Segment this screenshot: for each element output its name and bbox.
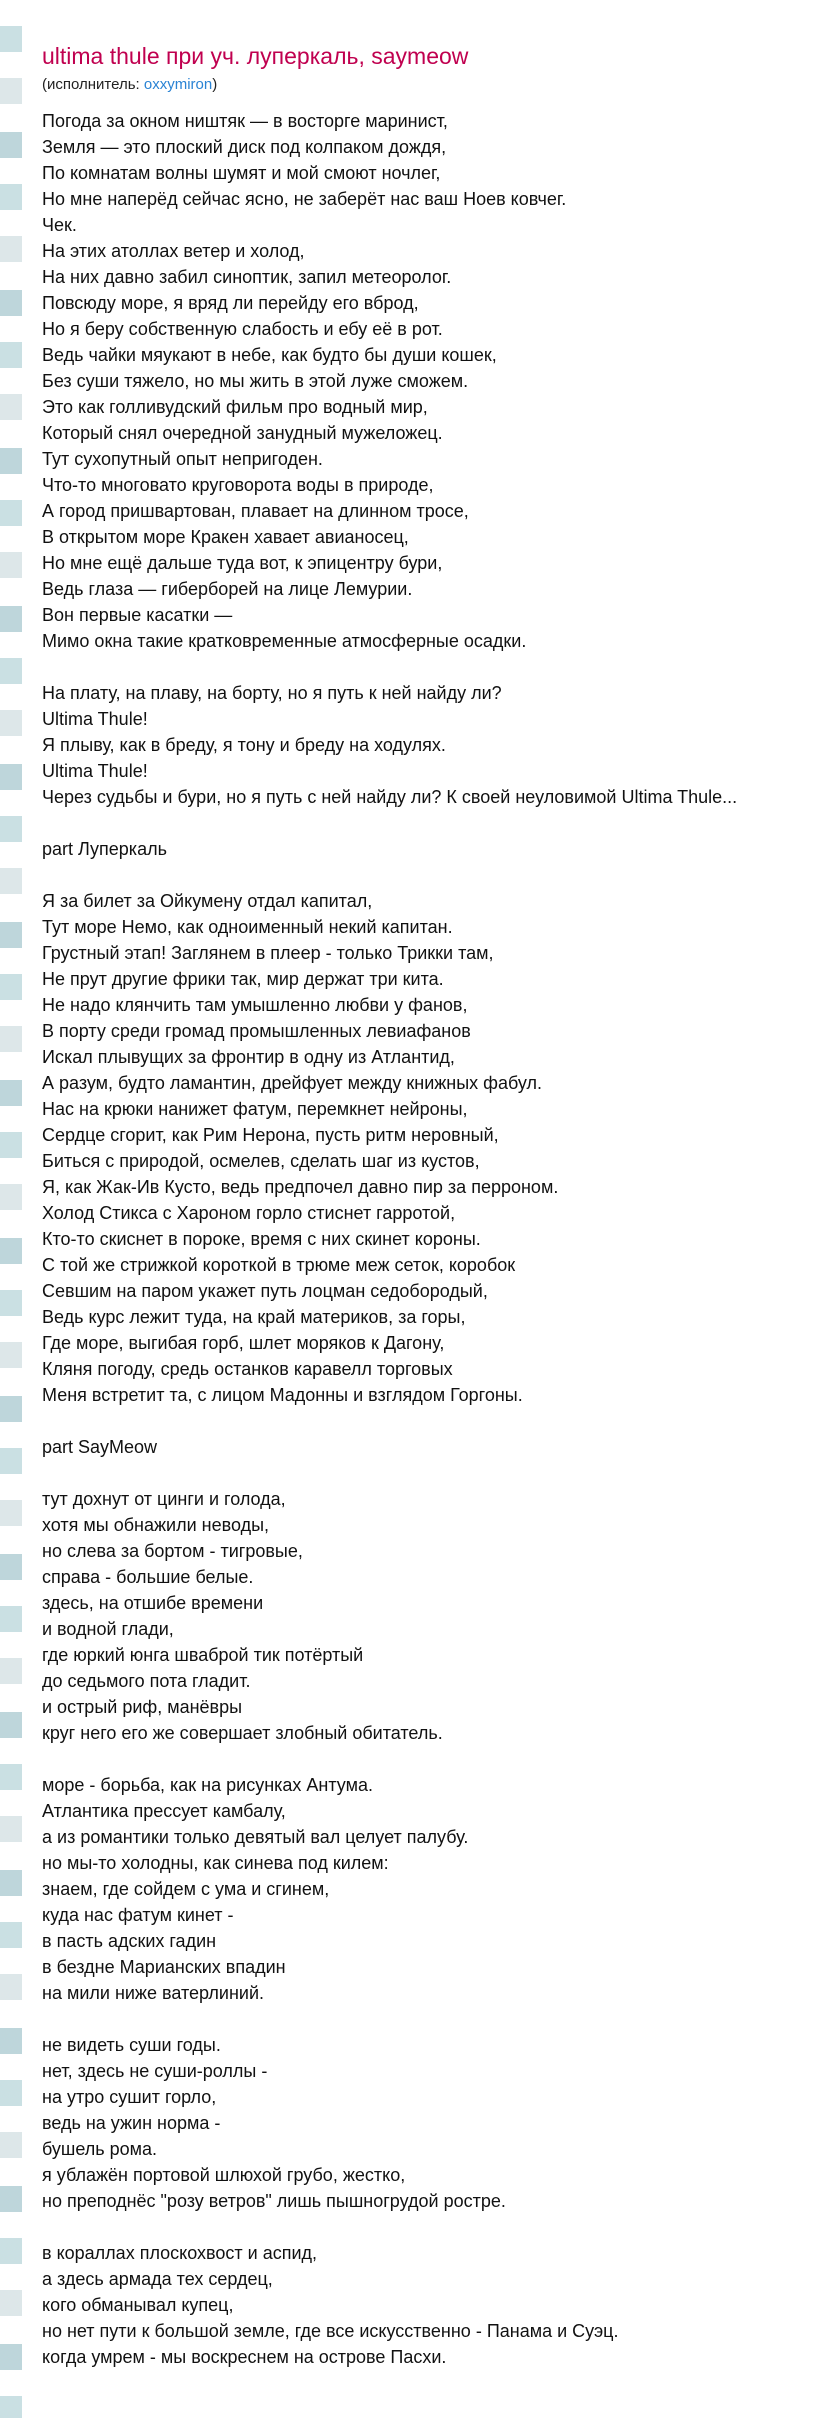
lyrics-line: в кораллах плоскохвост и аспид, xyxy=(42,2243,318,2263)
lyrics-line: Не надо клянчить там умышленно любви у фанов, xyxy=(42,995,468,1015)
lyrics-line: Ultima Thule! xyxy=(42,709,148,729)
lyrics-line: круг него его же совершает злобный обитатель. xyxy=(42,1723,443,1743)
lyrics-line: part Луперкаль xyxy=(42,839,167,859)
lyrics-line: Это как голливудский фильм про водный мир, xyxy=(42,397,428,417)
lyrics-line: А разум, будто ламантин, дрейфует между книжных фабул. xyxy=(42,1073,543,1093)
lyrics-line: Земля — это плоский диск под колпаком дождя, xyxy=(42,137,447,157)
lyrics-line: в пасть адских гадин xyxy=(42,1931,217,1951)
lyrics-line: Но мне ещё дальше туда вот, к эпицентру бури, xyxy=(42,553,443,573)
lyrics-line: Я за билет за Ойкумену отдал капитал, xyxy=(42,891,373,911)
lyrics-blank-line xyxy=(42,1460,802,1486)
lyrics-line: но нет пути к большой земле, где все искусственно - Панама и Суэц. xyxy=(42,2321,619,2341)
lyrics-line: Ведь чайки мяукают в небе, как будто бы души кошек, xyxy=(42,345,497,365)
lyrics-line: В порту среди громад промышленных левиафанов xyxy=(42,1021,471,1041)
lyrics-line: Холод Стикса с Хароном горло стиснет гарротой, xyxy=(42,1203,456,1223)
lyrics-line: знаем, где сойдем с ума и сгинем, xyxy=(42,1879,330,1899)
lyrics-line: а здесь армада тех сердец, xyxy=(42,2269,273,2289)
lyrics-line: но слева за бортом - тигровые, xyxy=(42,1541,303,1561)
lyrics-line: Нас на крюки нанижет фатум, перемкнет нейроны, xyxy=(42,1099,468,1119)
lyrics-line: на утро сушит горло, xyxy=(42,2087,217,2107)
lyrics-line: На плату, на плаву, на борту, но я путь к ней найду ли? xyxy=(42,683,502,703)
lyrics-line: Но мне наперёд сейчас ясно, не заберёт нас ваш Ноев ковчег. xyxy=(42,189,567,209)
lyrics-line: Вон первые касатки — xyxy=(42,605,233,625)
lyrics-line: когда умрем - мы воскреснем на острове Пасхи. xyxy=(42,2347,447,2367)
lyrics-line: кого обманывал купец, xyxy=(42,2295,234,2315)
lyrics-line: Кляня погоду, средь останков каравелл торговых xyxy=(42,1359,453,1379)
lyrics-line: В открытом море Кракен хавает авианосец, xyxy=(42,527,409,547)
lyrics-line: По комнатам волны шумят и мой смоют ночлег, xyxy=(42,163,441,183)
lyrics-blank-line xyxy=(42,810,802,836)
lyrics-line: Грустный этап! Заглянем в плеер - только Трикки там, xyxy=(42,943,494,963)
lyrics-line: Ведь курс лежит туда, на край материков, за горы, xyxy=(42,1307,466,1327)
lyrics-line: Меня встретит та, с лицом Мадонны и взглядом Горгоны. xyxy=(42,1385,523,1405)
lyrics-line: хотя мы обнажили неводы, xyxy=(42,1515,270,1535)
lyrics-line: Ultima Thule! xyxy=(42,761,148,781)
lyrics-line: Через судьбы и бури, но я путь с ней найду ли? К своей неуловимой Ultima Thule... xyxy=(42,787,738,807)
lyrics-line: ведь на ужин норма - xyxy=(42,2113,221,2133)
lyrics-blank-line xyxy=(42,862,802,888)
lyrics-line: но мы-то холодны, как синева под килем: xyxy=(42,1853,389,1873)
lyrics-line: Искал плывущих за фронтир в одну из Атлантид, xyxy=(42,1047,455,1067)
lyrics-line: на мили ниже ватерлиний. xyxy=(42,1983,265,2003)
lyrics-blank-line xyxy=(42,1408,802,1434)
lyrics-line: не видеть суши годы. xyxy=(42,2035,221,2055)
lyrics-line: тут дохнут от цинги и голода, xyxy=(42,1489,286,1509)
lyrics-line: part SayMeow xyxy=(42,1437,158,1457)
lyrics-line: нет, здесь не суши-роллы - xyxy=(42,2061,268,2081)
lyrics-line: до седьмого пота гладит. xyxy=(42,1671,251,1691)
lyrics-line: Ведь глаза — гиберборей на лице Лемурии. xyxy=(42,579,413,599)
lyrics-line: а из романтики только девятый вал целует палубу. xyxy=(42,1827,469,1847)
lyrics-line: Я, как Жак-Ив Кусто, ведь предпочел давно пир за перроном. xyxy=(42,1177,559,1197)
lyrics-line: Не прут другие фрики так, мир держат три кита. xyxy=(42,969,444,989)
lyrics-line: где юркий юнга шваброй тик потёртый xyxy=(42,1645,364,1665)
lyrics-line: Я плыву, как в бреду, я тону и бреду на ходулях. xyxy=(42,735,446,755)
performer-suffix: ) xyxy=(212,76,218,93)
lyrics-line: Мимо окна такие кратковременные атмосферные осадки. xyxy=(42,631,527,651)
lyrics-blank-line xyxy=(42,654,802,680)
lyrics-blank-line xyxy=(42,2006,802,2032)
lyrics-line: море - борьба, как на рисунках Антума. xyxy=(42,1775,373,1795)
performer-prefix: (исполнитель: xyxy=(42,76,144,93)
lyrics-line: но преподнёс "розу ветров" лишь пышногрудой ростре. xyxy=(42,2191,506,2211)
lyrics-line: С той же стрижкой короткой в трюме меж сеток, коробок xyxy=(42,1255,516,1275)
lyrics-line: куда нас фатум кинет - xyxy=(42,1905,234,1925)
lyrics-line: На этих атоллах ветер и холод, xyxy=(42,241,305,261)
lyrics-line: Чек. xyxy=(42,215,77,235)
lyrics-line: и острый риф, манёвры xyxy=(42,1697,243,1717)
lyrics-line: Тут сухопутный опыт непригоден. xyxy=(42,449,323,469)
lyrics-line: А город пришвартован, плавает на длинном тросе, xyxy=(42,501,469,521)
lyrics-line: Севшим на паром укажет путь лоцман седобородый, xyxy=(42,1281,488,1301)
lyrics-line: Биться с природой, осмелев, сделать шаг из кустов, xyxy=(42,1151,480,1171)
performer-line xyxy=(42,76,802,94)
lyrics-blank-line xyxy=(42,1746,802,1772)
lyrics-line: Погода за окном ништяк — в восторге маринист, xyxy=(42,111,448,131)
lyrics-line: Сердце сгорит, как Рим Нерона, пусть ритм неровный, xyxy=(42,1125,499,1145)
lyrics-line: Кто-то скиснет в пороке, время с них скинет короны. xyxy=(42,1229,481,1249)
lyrics-line: здесь, на отшибе времени xyxy=(42,1593,264,1613)
lyrics-line: Но я беру собственную слабость и ебу её в рот. xyxy=(42,319,443,339)
lyrics-line: Который снял очередной занудный мужеложец. xyxy=(42,423,443,443)
lyrics-line: На них давно забил синоптик, запил метеоролог. xyxy=(42,267,452,287)
lyrics-line: в бездне Марианских впадин xyxy=(42,1957,286,1977)
song-title: ultima thule при уч. луперкаль, saymeow xyxy=(42,43,469,69)
performer-link[interactable]: oxxymiron xyxy=(143,76,213,93)
lyrics-blank-line xyxy=(42,2214,802,2240)
lyrics-line: Без суши тяжело, но мы жить в этой луже сможем. xyxy=(42,371,469,391)
lyrics-body xyxy=(22,94,822,2370)
lyrics-line: справа - большие белые. xyxy=(42,1567,254,1587)
lyrics-line: Атлантика прессует камбалу, xyxy=(42,1801,286,1821)
lyrics-line: Повсюду море, я вряд ли перейду его вброд, xyxy=(42,293,419,313)
lyrics-line: Где море, выгибая горб, шлет моряков к Дагону, xyxy=(42,1333,445,1353)
lyrics-line: Тут море Немо, как одноименный некий капитан. xyxy=(42,917,453,937)
lyrics-line: Что-то многовато круговорота воды в природе, xyxy=(42,475,434,495)
song-header xyxy=(22,16,822,94)
lyrics-line: и водной глади, xyxy=(42,1619,174,1639)
lyrics-line: бушель рома. xyxy=(42,2139,158,2159)
lyrics-line: я ублажён портовой шлюхой грубо, жестко, xyxy=(42,2165,406,2185)
lyrics-card xyxy=(22,16,822,2418)
